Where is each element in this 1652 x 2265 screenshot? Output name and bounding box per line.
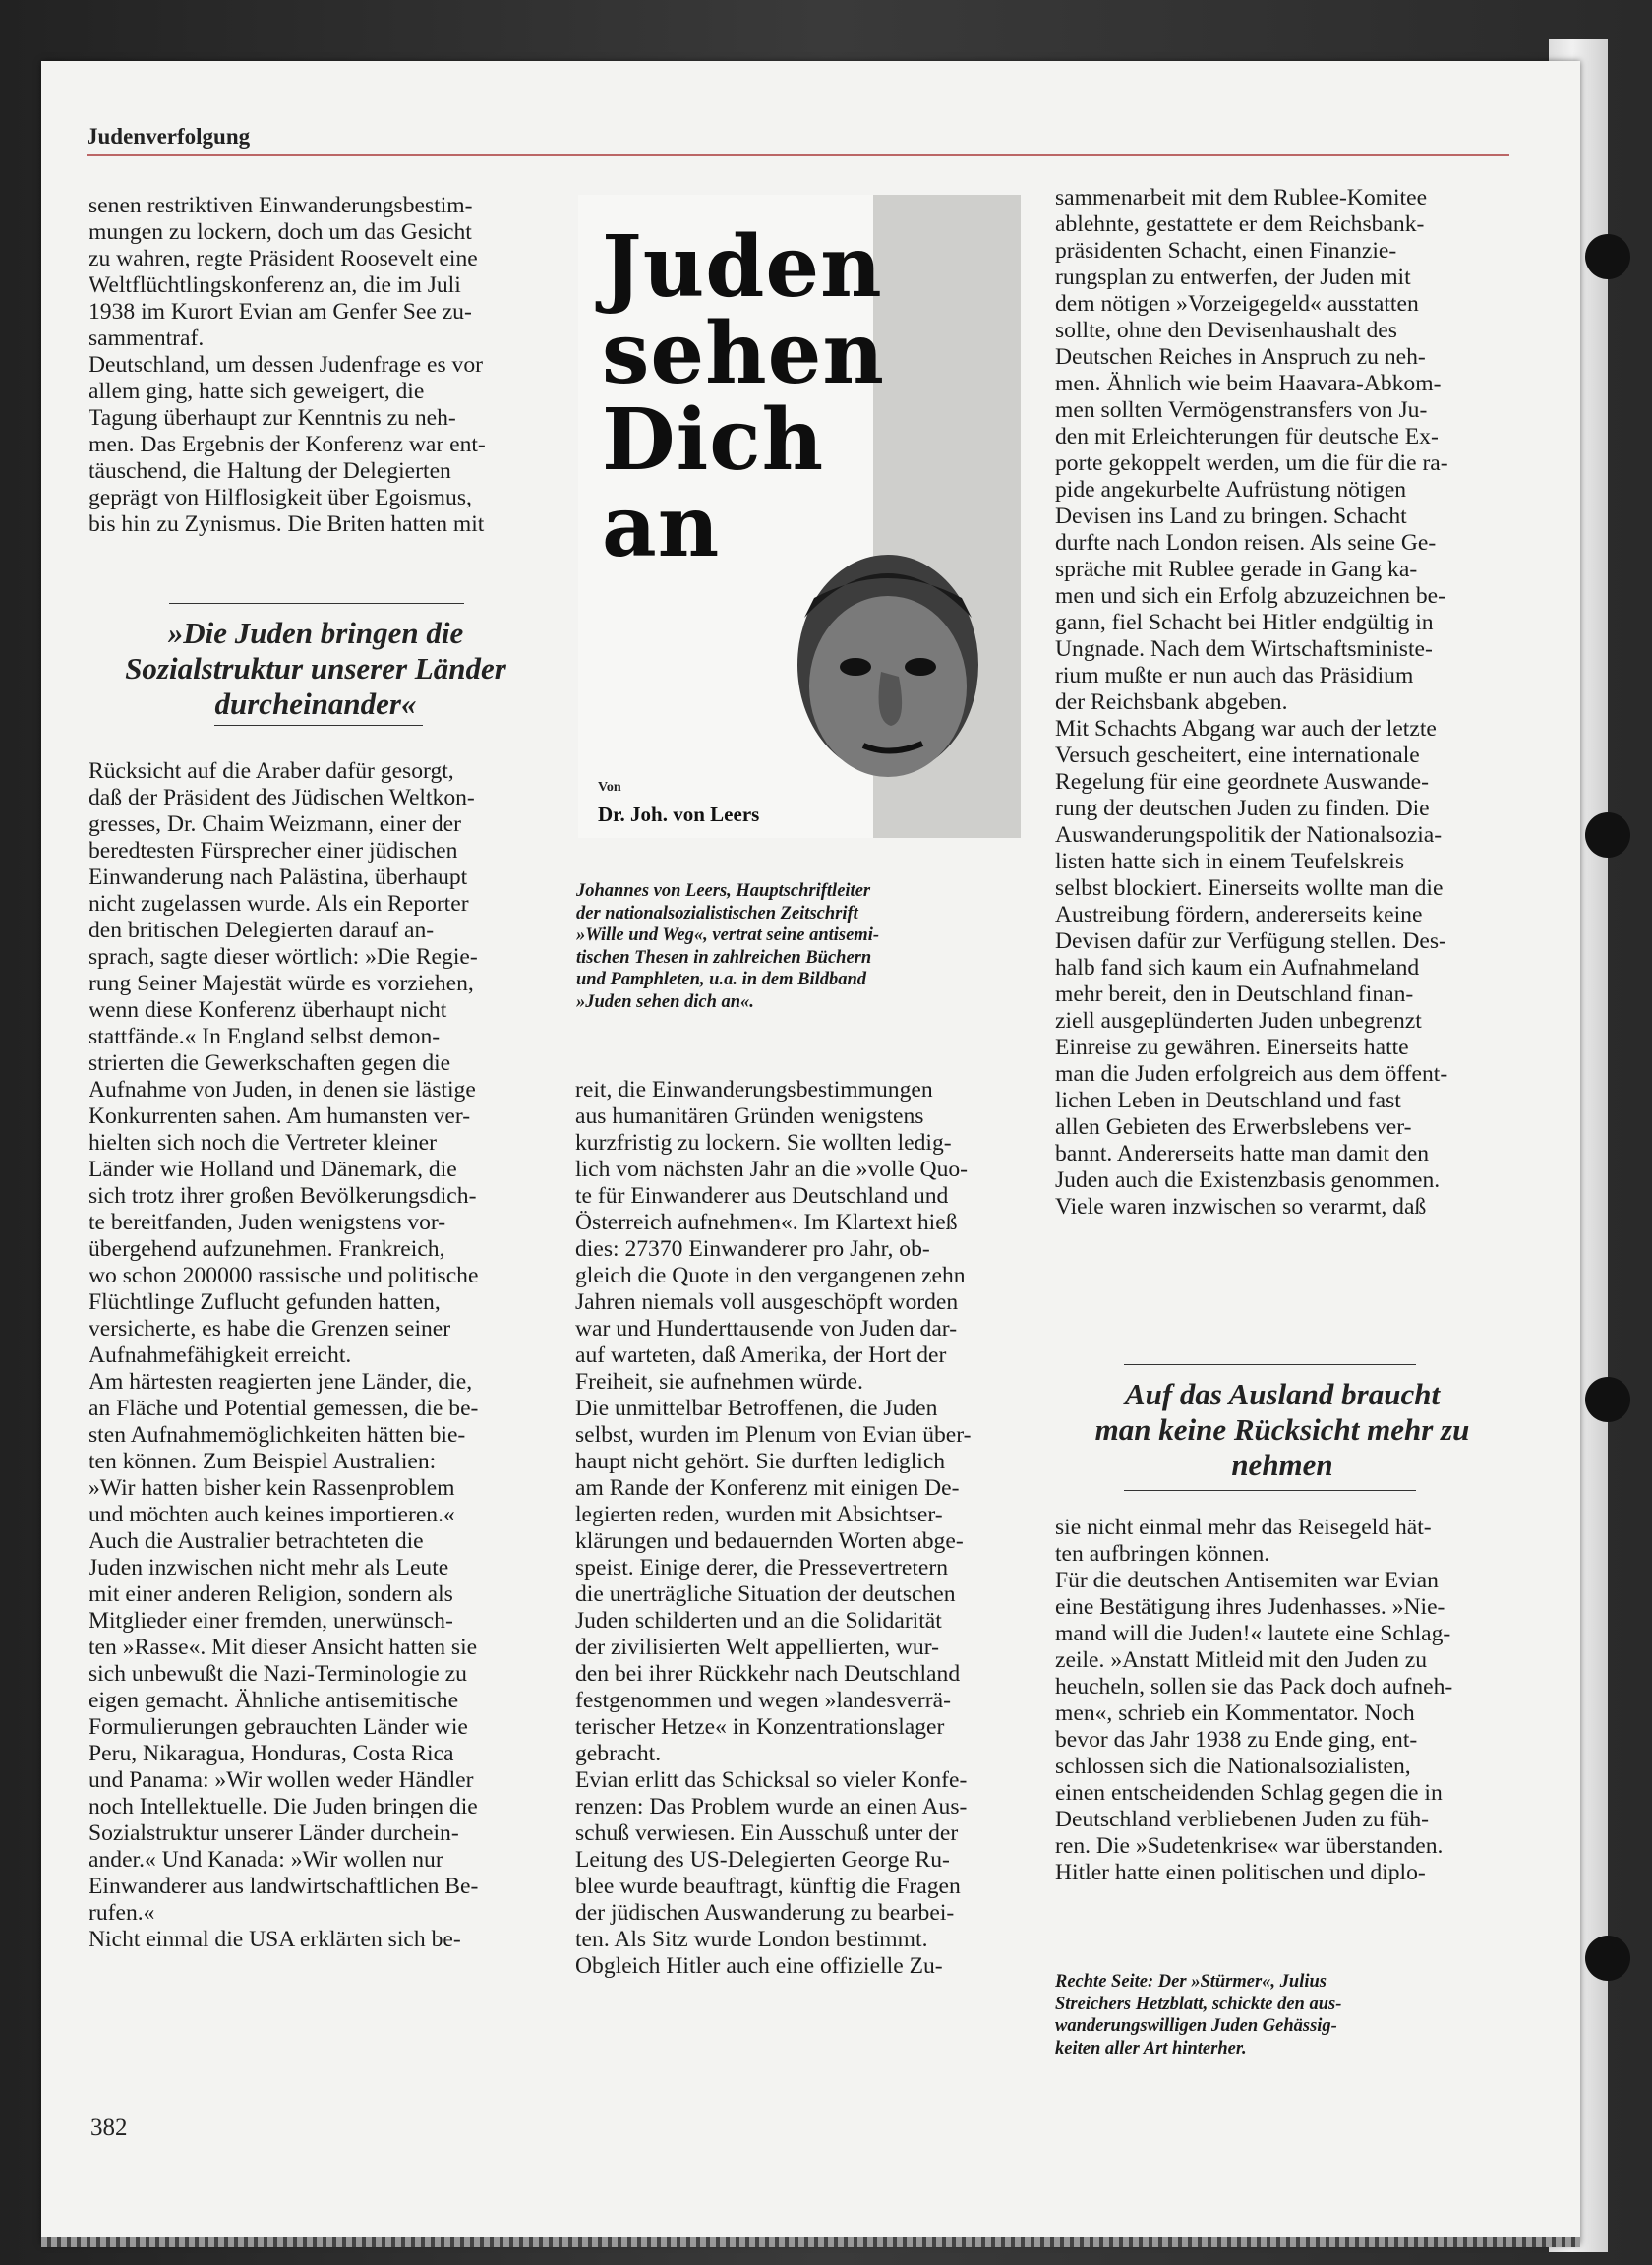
cover-title: Juden sehen Dich an <box>602 217 885 576</box>
pull-quote-right <box>1055 1377 1509 1483</box>
pull-quote-right-text: Auf das Ausland braucht man keine Rücksicht mehr zu nehmen <box>1094 1377 1470 1482</box>
page-number: 382 <box>90 2115 128 2141</box>
column-3-top <box>1055 185 1509 1221</box>
image-caption: Johannes von Leers, Hauptschriftleiter der nationalsozialistischen Zeitschrift »Wille und Weg«, vertrat seine antisemi- tischen Thesen in zahlreichen Büchern und Pamphleten, u.a. in dem Bildband »Juden sehen dich an«. <box>576 881 879 1012</box>
column-1-bottom <box>88 758 543 1953</box>
column-3-bottom <box>1055 1515 1509 1886</box>
pull-quote-right-rule-bottom <box>1124 1490 1416 1491</box>
column-2-text: reit, die Einwanderungsbestimmungen aus humanitären Gründen wenigstens kurzfristig zu lockern. Sie wollten ledig- lich vom nächsten Jahr an die »volle Quo- te für Einwanderer aus Deutschland und Österreich aufnehmen«. Im Klartext hieß dies: 27370 Einwanderer pro Jahr, ob- gleich die Quote in den vergangenen zehn Jahren niemals voll ausgeschöpft worden war und Hunderttausende von Juden dar- auf warteten, daß Amerika, der Hort der Freiheit, sie aufnehmen würde. Die unmittelbar Betroffenen, die Juden selbst, wurden im Plenum von Evian über- haupt nicht gehört. Sie durften lediglich am Rande der Konferenz mit einigen De- legierten reden, wurden mit Absichtser- klärungen und bedauernden Worten abge- speist. Einige derer, die Pressevertretern die unerträgliche Situation der deutschen Juden schilderten und an die Solidarität der zivilisierten Welt appellierten, wur- den bei ihrer Rückkehr nach Deutschland festgenommen und wegen »landesverrä- terischer Hetze« in Konzentrationslager gebracht. Evian erlitt das Schicksal so vieler Konfe- renzen: Das Problem wurde an einen Aus- schuß verwiesen. Ein Ausschuß unter der Leitung des US-Delegierten George Ru- blee wurde beauftragt, künftig die Fragen der jüdischen Auswanderung zu bearbei- ten. Als Sitz wurde London bestimmt. Obgleich Hitler auch eine offizielle Zu- <box>575 1077 972 1979</box>
pull-quote-right-rule-top <box>1124 1364 1416 1365</box>
pull-quote-left-rule-top <box>169 603 464 604</box>
cover-von: Von <box>598 780 621 795</box>
column-1-top <box>88 193 543 538</box>
column-3-bottom-text: sie nicht einmal mehr das Reisegeld hät- ten aufbringen können. Für die deutschen Antisemiten war Evian eine Bestätigung ihres Judenhasses. »Nie- mand will die Juden!« lautete eine Schlag- zeile. »Anstatt Mitleid mit den Juden zu heucheln, sollen sie das Pack doch aufneh- men«, schrieb ein Kommentator. Noch bevor das Jahr 1938 zu Ende ging, ent- schlossen sich die Nationalsozialisten, einen entscheidenden Schlag gegen die in Deutschland verbliebenen Juden zu füh- ren. Die »Sudetenkrise« war überstanden. Hitler hatte einen politischen und diplo- <box>1055 1515 1453 1885</box>
binder-hole <box>1585 1377 1630 1422</box>
binder-hole <box>1585 234 1630 279</box>
pull-quote-left-text: »Die Juden bringen die Sozialstruktur unserer Länder durcheinander« <box>125 616 506 721</box>
bottom-perforation <box>41 2237 1580 2247</box>
binder-hole <box>1585 812 1630 858</box>
right-page-caption: Rechte Seite: Der »Stürmer«, Julius Streichers Hetzblatt, schickte den aus- wanderungswilligen Juden Gehässig- keiten aller Art hinterher. <box>1055 1972 1342 2058</box>
column-1-bottom-text: Rücksicht auf die Araber dafür gesorgt, daß der Präsident des Jüdischen Weltkon- gresses, Dr. Chaim Weizmann, einer der beredtesten Fürsprecher einer jüdischen Einwanderung nach Palästina, überhaupt nicht zugelassen wurde. Als ein Reporter den britischen Delegierten darauf an- sprach, sagte dieser wörtlich: »Die Regie- rung Seiner Majestät würde es vorziehen, wenn diese Konferenz überhaupt nicht stattfände.« In England selbst demon- strierten die Gewerkschaften gegen die Aufnahme von Juden, in denen sie lästige Konkurrenten sahen. Am humansten ver- hielten sich noch die Vertreter kleiner Länder wie Holland und Dänemark, die sich trotz ihrer großen Bevölkerungsdich- te bereitfanden, Juden wenigstens vor- übergehend aufzunehmen. Frankreich, wo schon 200000 rassische und politische Flüchtlinge Zuflucht gefunden hatten, versicherte, es habe die Grenzen seiner Aufnahmefähigkeit erreicht. Am härtesten reagierten jene Länder, die, an Fläche und Potential gemessen, die be- sten Aufnahmemöglichkeiten hätten bie- ten können. Zum Beispiel Australien: »Wir hatten bisher kein Rassenproblem und möchten auch keines importieren.« Auch die Australier betrachteten die Juden inzwischen nicht mehr als Leute mit einer anderen Religion, sondern als Mitglieder einer fremden, unerwünsch- ten »Rasse«. Mit dieser Ansicht hatten sie sich unbewußt die Nazi-Terminologie zu eigen gemacht. Ähnliche antisemitische Formulierungen gebrauchten Länder wie Peru, Nikaragua, Honduras, Costa Rica und Panama: »Wir wollen weder Händler noch Intellektuelle. Die Juden bringen die Sozialstruktur unserer Länder durchein- ander.« Und Kanada: »Wir wollen nur Einwanderer aus landwirtschaftlichen Be- rufen.« Nicht einmal die USA erklärten sich be- <box>88 758 479 1952</box>
cover-author: Dr. Joh. von Leers <box>598 803 760 826</box>
pull-quote-left <box>88 616 543 722</box>
caricature-face-image <box>775 539 1001 785</box>
binder-hole <box>1585 1936 1630 1981</box>
column-1-top-text: senen restriktiven Einwanderungsbestim- mungen zu lockern, doch um das Gesicht zu wahren, regte Präsident Roosevelt eine Weltflüchtlingskonferenz an, die im Juli 1938 im Kurort Evian am Genfer See zu- sammentraf. Deutschland, um dessen Judenfrage es vor allem ging, hatte sich geweigert, die Tagung überhaupt zur Kenntnis zu neh- men. Das Ergebnis der Konferenz war ent- täuschend, die Haltung der Delegierten geprägt von Hilflosigkeit über Egoismus, bis hin zu Zynismus. Die Briten hatten mit <box>88 193 486 537</box>
section-header: Judenverfolgung <box>87 124 251 149</box>
column-3-top-text: sammenarbeit mit dem Rublee-Komitee ablehnte, gestattete er dem Reichsbank- präsidenten Schacht, einen Finanzie- rungsplan zu entwerfen, der Juden mit dem nötigen »Vorzeigegeld« ausstatten sollte, ohne den Devisenhaushalt des Deutschen Reiches in Anspruch zu neh- men. Ähnlich wie beim Haavara-Abkom- men sollten Vermögenstransfers von Ju- den mit Erleichterungen für deutsche Ex- porte gekoppelt werden, um die für die ra- pide angekurbelte Aufrüstung nötigen Devisen ins Land zu bringen. Schacht durfte nach London reisen. Als seine Ge- spräche mit Rublee gerade in Gang ka- men und sich ein Erfolg abzuzeichnen be- gann, fiel Schacht bei Hitler endgültig in Ungnade. Nach dem Wirtschaftsministe- rium mußte er nun auch das Präsidium der Reichsbank abgeben. Mit Schachts Abgang war auch der letzte Versuch gescheitert, eine internationale Regelung für eine geordnete Auswande- rung der deutschen Juden zu finden. Die Auswanderungspolitik der Nationalsozia- listen hatte sich in einem Teufelskreis selbst blockiert. Einerseits wollte man die Austreibung fördern, andererseits keine Devisen dafür zur Verfügung stellen. Des- halb fand sich kaum ein Aufnahmeland mehr bereit, den in Deutschland finan- ziell ausgeplünderten Juden unbegrenzt Einreise zu gewähren. Einerseits hatte man die Juden erfolgreich aus dem öffent- lichen Leben in Deutschland und fast allen Gebieten des Erwerbslebens ver- bannt. Andererseits hatte man damit den Juden auch die Existenzbasis genommen. Viele waren inzwischen so verarmt, daß <box>1055 185 1448 1220</box>
header-rule <box>87 154 1509 156</box>
book-cover-image <box>578 195 1021 838</box>
pull-quote-left-rule-bottom <box>214 725 423 726</box>
column-2 <box>575 1077 1020 1980</box>
